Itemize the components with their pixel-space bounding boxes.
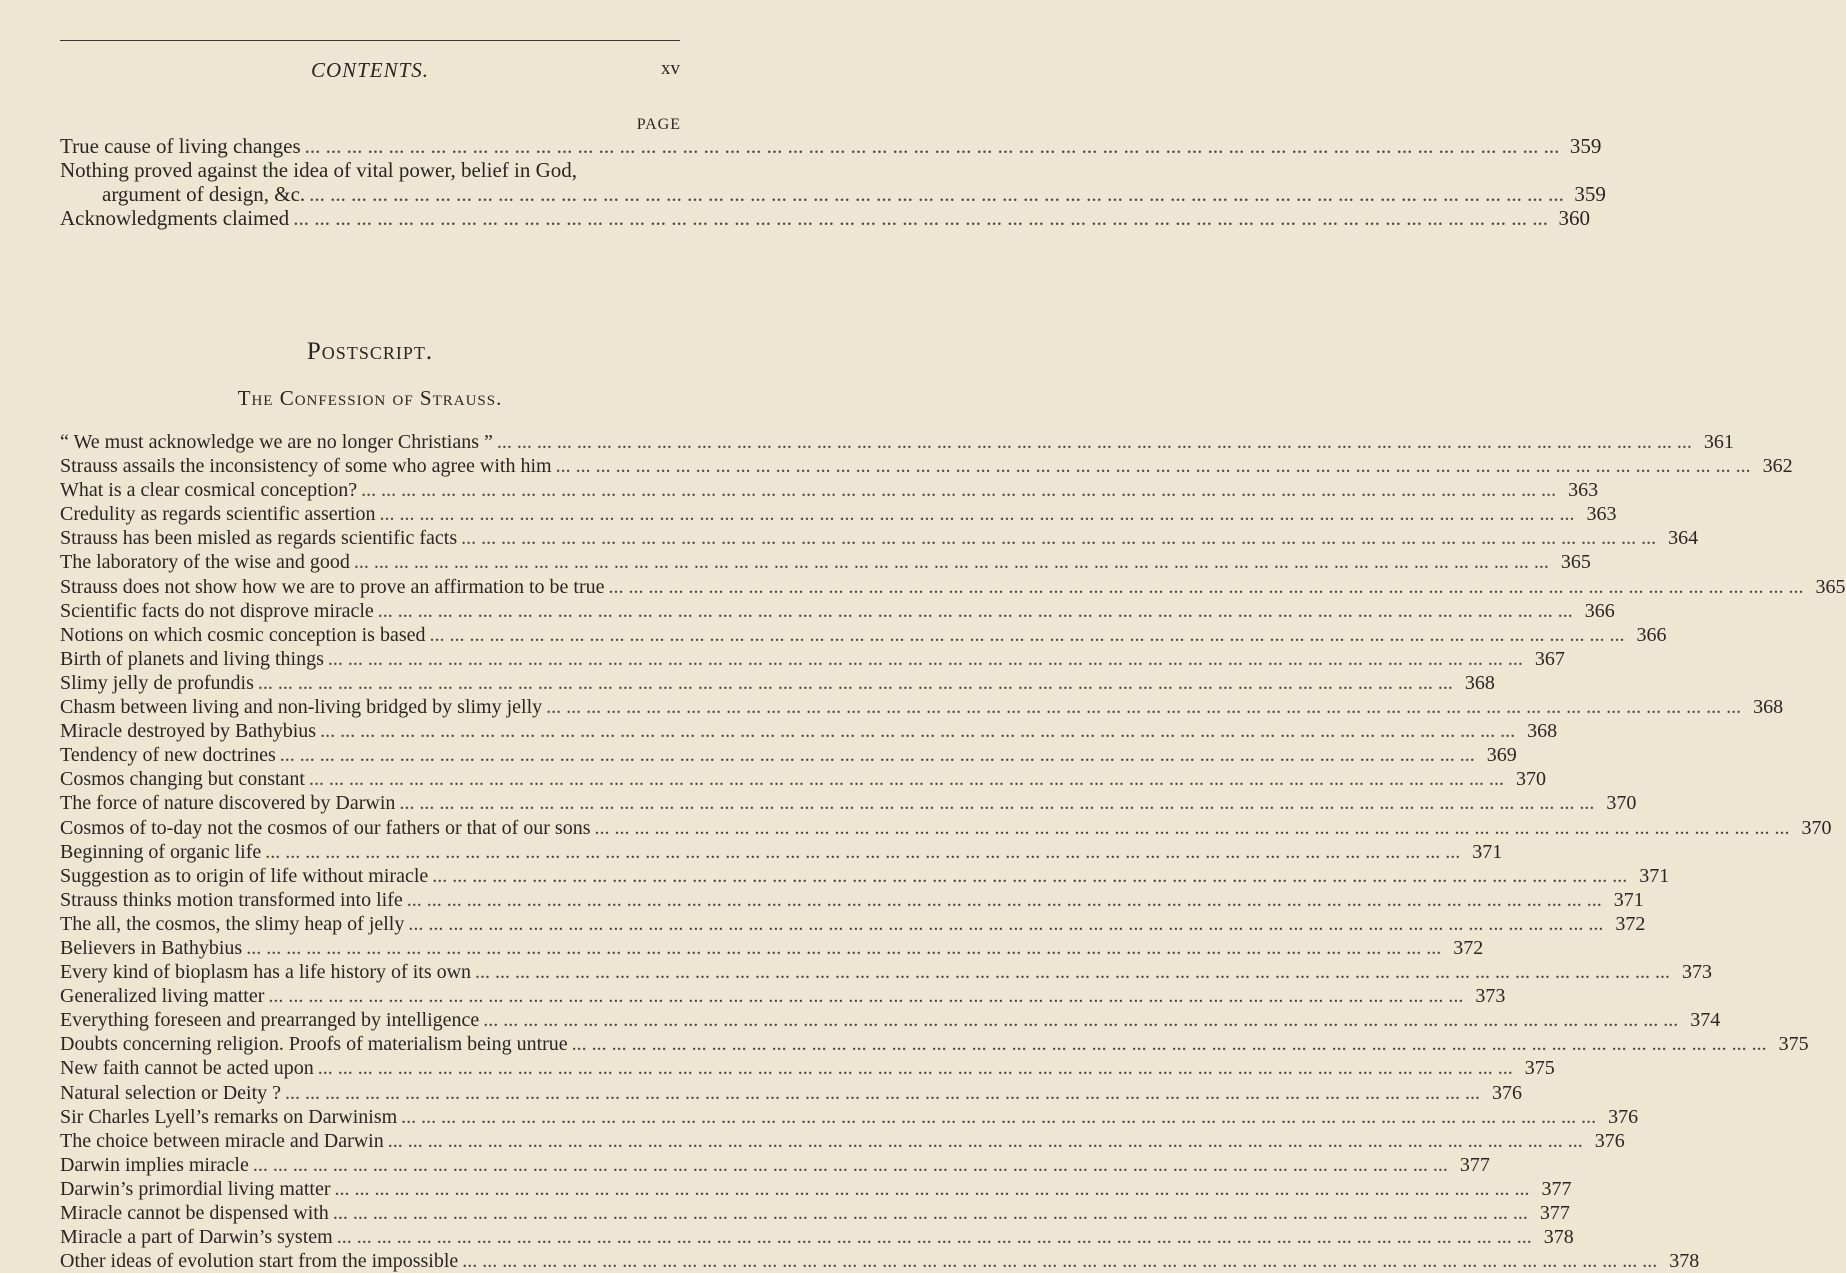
dot-leader: ... ... ... ... ... ... ... ... ... ... ... ... ... ... ... ... ... ... ... ... ... ... ... ... ... ... ... ... ... ... ... ... ... ... ... ... ... ... ... ... ... ... ... ... ... ... ... ... ... ... ... ... ... ... ... ... ... ... ... ...: [483, 1009, 1679, 1032]
toc-entry-page: 376: [1608, 1105, 1639, 1128]
dot-leader: ... ... ... ... ... ... ... ... ... ... ... ... ... ... ... ... ... ... ... ... ... ... ... ... ... ... ... ... ... ... ... ... ... ... ... ... ... ... ... ... ... ... ... ... ... ... ... ... ... ... ... ... ... ... ... ... ... ... ... ...: [336, 1226, 1532, 1249]
toc-entry: [60, 1105, 1639, 1129]
toc-entry-title: What is a clear cosmical conception?: [60, 479, 358, 502]
dot-leader: ... ... ... ... ... ... ... ... ... ... ... ... ... ... ... ... ... ... ... ... ... ... ... ... ... ... ... ... ... ... ... ... ... ... ... ... ... ... ... ... ... ... ... ... ... ... ... ... ... ... ... ... ... ... ... ... ... ... ... ...: [555, 455, 1751, 478]
toc-entry: [60, 1201, 1570, 1225]
toc-entry-title: Miracle cannot be dispensed with: [60, 1202, 329, 1224]
toc-entry-page: 369: [1486, 744, 1517, 767]
dot-leader: ... ... ... ... ... ... ... ... ... ... ... ... ... ... ... ... ... ... ... ... ... ... ... ... ... ... ... ... ... ... ... ... ... ... ... ... ... ... ... ... ... ... ... ... ... ... ... ... ... ... ... ... ... ... ... ... ... ... ... ...: [546, 696, 1742, 719]
toc-entry: [60, 743, 1517, 767]
folio-page-number: xv: [661, 58, 680, 79]
toc-entry-page: 360: [1558, 206, 1590, 230]
toc-entry-page: 371: [1613, 888, 1644, 911]
header-rule: [60, 40, 680, 41]
toc-entry-title: Natural selection or Deity ?: [60, 1081, 282, 1104]
toc-entry: [60, 206, 1590, 230]
toc-entry-page: 363: [1568, 479, 1599, 502]
dot-leader: ... ... ... ... ... ... ... ... ... ... ... ... ... ... ... ... ... ... ... ... ... ... ... ... ... ... ... ... ... ... ... ... ... ... ... ... ... ... ... ... ... ... ... ... ... ... ... ... ... ... ... ... ... ... ... ... ... ... ... ...: [308, 768, 1504, 791]
dot-leader: ... ... ... ... ... ... ... ... ... ... ... ... ... ... ... ... ... ... ... ... ... ... ... ... ... ... ... ... ... ... ... ... ... ... ... ... ... ... ... ... ... ... ... ... ... ... ... ... ... ... ... ... ... ... ... ... ... ... ... ...: [387, 1129, 1583, 1152]
toc-entry: [60, 158, 680, 182]
toc-entry-title: Cosmos of to-day not the cosmos of our fathers or that of our sons: [60, 816, 591, 839]
toc-entry: [60, 791, 1637, 815]
toc-entry-title: Believers in Bathybius: [60, 936, 243, 959]
toc-entry-title: Nothing proved against the idea of vital power, belief in God,: [60, 158, 578, 182]
dot-leader: ... ... ... ... ... ... ... ... ... ... ... ... ... ... ... ... ... ... ... ... ... ... ... ... ... ... ... ... ... ... ... ... ... ... ... ... ... ... ... ... ... ... ... ... ... ... ... ... ... ... ... ... ... ... ... ... ... ... ... ...: [257, 671, 1453, 694]
toc-entry-page: 370: [1801, 816, 1832, 839]
toc-entry: [60, 1056, 1555, 1080]
toc-entry-page: 376: [1594, 1129, 1625, 1152]
toc-entry-title: Slimy jelly de profundis: [60, 671, 254, 694]
toc-entry: [60, 767, 1546, 791]
toc-entry-title: Strauss thinks motion transformed into life: [60, 888, 403, 911]
toc-entry-page: 371: [1639, 864, 1670, 887]
toc-entry: [60, 912, 1646, 936]
toc-entry-title: Birth of planets and living things: [60, 647, 324, 670]
dot-leader: ... ... ... ... ... ... ... ... ... ... ... ... ... ... ... ... ... ... ... ... ... ... ... ... ... ... ... ... ... ... ... ... ... ... ... ... ... ... ... ... ... ... ... ... ... ... ... ... ... ... ... ... ... ... ... ... ... ... ... ...: [475, 961, 1671, 984]
toc-entry: [60, 550, 1591, 574]
toc-entry-page: 373: [1475, 985, 1506, 1008]
toc-entry-title: Tendency of new doctrines: [60, 744, 276, 767]
dot-leader: ... ... ... ... ... ... ... ... ... ... ... ... ... ... ... ... ... ... ... ... ... ... ... ... ... ... ... ... ... ... ... ... ... ... ... ... ... ... ... ... ... ... ... ... ... ... ... ... ... ... ... ... ... ... ... ... ... ... ... ...: [268, 985, 1464, 1008]
toc-entry-page: 362: [1762, 455, 1793, 478]
dot-leader: ... ... ... ... ... ... ... ... ... ... ... ... ... ... ... ... ... ... ... ... ... ... ... ... ... ... ... ... ... ... ... ... ... ... ... ... ... ... ... ... ... ... ... ... ... ... ... ... ... ... ... ... ... ... ... ... ... ... ... ...: [304, 134, 1560, 158]
toc-entry: [60, 430, 1734, 454]
toc-entry-title: Generalized living matter: [60, 985, 265, 1008]
postscript-subheading: The Confession of Strauss.: [237, 386, 503, 410]
toc-entry-title: Every kind of bioplasm has a life history of its own: [60, 961, 472, 984]
toc-entry: [60, 1177, 1572, 1201]
dot-leader: ... ... ... ... ... ... ... ... ... ... ... ... ... ... ... ... ... ... ... ... ... ... ... ... ... ... ... ... ... ... ... ... ... ... ... ... ... ... ... ... ... ... ... ... ... ... ... ... ... ... ... ... ... ... ... ... ... ... ... ...: [246, 936, 1442, 959]
toc-entry-page: 372: [1453, 936, 1484, 959]
toc-entry-page: 377: [1539, 1202, 1570, 1224]
toc-entry: [60, 888, 1644, 912]
toc-entry-page: 368: [1527, 720, 1558, 743]
dot-leader: ... ... ... ... ... ... ... ... ... ... ... ... ... ... ... ... ... ... ... ... ... ... ... ... ... ... ... ... ... ... ... ... ... ... ... ... ... ... ... ... ... ... ... ... ... ... ... ... ... ... ... ... ... ... ... ... ... ... ... ...: [265, 840, 1461, 863]
toc-entry-title: True cause of living changes: [60, 134, 301, 158]
dot-leader: ... ... ... ... ... ... ... ... ... ... ... ... ... ... ... ... ... ... ... ... ... ... ... ... ... ... ... ... ... ... ... ... ... ... ... ... ... ... ... ... ... ... ... ... ... ... ... ... ... ... ... ... ... ... ... ... ... ... ... ...: [361, 479, 1557, 502]
toc-entry-page: 368: [1464, 671, 1495, 694]
dot-leader: ... ... ... ... ... ... ... ... ... ... ... ... ... ... ... ... ... ... ... ... ... ... ... ... ... ... ... ... ... ... ... ... ... ... ... ... ... ... ... ... ... ... ... ... ... ... ... ... ... ... ... ... ... ... ... ... ... ... ... ...: [399, 792, 1595, 815]
dot-leader: ... ... ... ... ... ... ... ... ... ... ... ... ... ... ... ... ... ... ... ... ... ... ... ... ... ... ... ... ... ... ... ... ... ... ... ... ... ... ... ... ... ... ... ... ... ... ... ... ... ... ... ... ... ... ... ... ... ... ... ...: [309, 182, 1564, 206]
toc-entry-title: Credulity as regards scientific assertion: [60, 503, 376, 526]
toc-entry: [60, 840, 1503, 864]
toc-entry: [60, 502, 1617, 526]
toc-entry: [60, 936, 1484, 960]
toc-entry-page: 364: [1668, 527, 1699, 550]
dot-leader: ... ... ... ... ... ... ... ... ... ... ... ... ... ... ... ... ... ... ... ... ... ... ... ... ... ... ... ... ... ... ... ... ... ... ... ... ... ... ... ... ... ... ... ... ... ... ... ... ... ... ... ... ... ... ... ... ... ... ... ...: [353, 551, 1549, 574]
dot-leader: ... ... ... ... ... ... ... ... ... ... ... ... ... ... ... ... ... ... ... ... ... ... ... ... ... ... ... ... ... ... ... ... ... ... ... ... ... ... ... ... ... ... ... ... ... ... ... ... ... ... ... ... ... ... ... ... ... ... ... ...: [406, 888, 1602, 911]
toc-entry-page: 366: [1584, 599, 1615, 622]
dot-leader: ... ... ... ... ... ... ... ... ... ... ... ... ... ... ... ... ... ... ... ... ... ... ... ... ... ... ... ... ... ... ... ... ... ... ... ... ... ... ... ... ... ... ... ... ... ... ... ... ... ... ... ... ... ... ... ... ... ... ... ...: [327, 647, 1523, 670]
toc-entry-title: Darwin’s primordial living matter: [60, 1177, 331, 1200]
toc-entry-page: 371: [1472, 840, 1503, 863]
toc-entry-page: 359: [1569, 134, 1602, 158]
toc-entry: [60, 816, 1832, 840]
running-title: CONTENTS.: [310, 58, 430, 82]
toc-entry-page: 378: [1669, 1250, 1700, 1273]
dot-leader: ... ... ... ... ... ... ... ... ... ... ... ... ... ... ... ... ... ... ... ... ... ... ... ... ... ... ... ... ... ... ... ... ... ... ... ... ... ... ... ... ... ... ... ... ... ... ... ... ... ... ... ... ... ... ... ... ... ... ... ...: [317, 1057, 1513, 1080]
dot-leader: ... ... ... ... ... ... ... ... ... ... ... ... ... ... ... ... ... ... ... ... ... ... ... ... ... ... ... ... ... ... ... ... ... ... ... ... ... ... ... ... ... ... ... ... ... ... ... ... ... ... ... ... ... ... ... ... ... ... ... ...: [608, 575, 1804, 598]
toc-entry: [60, 984, 1506, 1008]
toc-entry-page: 374: [1690, 1009, 1721, 1032]
dot-leader: ... ... ... ... ... ... ... ... ... ... ... ... ... ... ... ... ... ... ... ... ... ... ... ... ... ... ... ... ... ... ... ... ... ... ... ... ... ... ... ... ... ... ... ... ... ... ... ... ... ... ... ... ... ... ... ... ... ... ... ...: [432, 864, 1628, 887]
toc-entry-title: Beginning of organic life: [60, 840, 262, 863]
dot-leader: ... ... ... ... ... ... ... ... ... ... ... ... ... ... ... ... ... ... ... ... ... ... ... ... ... ... ... ... ... ... ... ... ... ... ... ... ... ... ... ... ... ... ... ... ... ... ... ... ... ... ... ... ... ... ... ... ... ... ... ...: [285, 1081, 1481, 1104]
dot-leader: ... ... ... ... ... ... ... ... ... ... ... ... ... ... ... ... ... ... ... ... ... ... ... ... ... ... ... ... ... ... ... ... ... ... ... ... ... ... ... ... ... ... ... ... ... ... ... ... ... ... ... ... ... ... ... ... ... ... ... ...: [429, 623, 1625, 646]
toc-entry-title: Acknowledgments claimed: [60, 206, 290, 230]
postscript-heading: Postscript.: [306, 338, 434, 365]
toc-entry-title: The choice between miracle and Darwin: [60, 1129, 384, 1152]
toc-entry: [60, 864, 1670, 888]
toc-entry-title: Everything foreseen and prearranged by intelligence: [60, 1009, 480, 1032]
toc-entry: [60, 647, 1565, 671]
toc-entry-title: Strauss has been misled as regards scientific facts: [60, 527, 458, 550]
toc-entry-title: Suggestion as to origin of life without miracle: [60, 864, 429, 887]
toc-entry-title: Strauss does not show how we are to prove an affirmation to be true: [60, 575, 605, 598]
dot-leader: ... ... ... ... ... ... ... ... ... ... ... ... ... ... ... ... ... ... ... ... ... ... ... ... ... ... ... ... ... ... ... ... ... ... ... ... ... ... ... ... ... ... ... ... ... ... ... ... ... ... ... ... ... ... ... ... ... ... ... ...: [320, 720, 1516, 743]
dot-leader: ... ... ... ... ... ... ... ... ... ... ... ... ... ... ... ... ... ... ... ... ... ... ... ... ... ... ... ... ... ... ... ... ... ... ... ... ... ... ... ... ... ... ... ... ... ... ... ... ... ... ... ... ... ... ... ... ... ... ... ...: [496, 431, 1692, 453]
toc-entry-page: 375: [1778, 1033, 1809, 1056]
toc-entry-title: Chasm between living and non-living bridged by slimy jelly: [60, 696, 543, 719]
toc-entry-title: Cosmos changing but constant: [60, 768, 305, 791]
toc-entry-page: 377: [1541, 1177, 1572, 1200]
toc-entry-title: The force of nature discovered by Darwin: [60, 792, 396, 815]
toc-entry-page: 373: [1682, 961, 1713, 984]
toc-entry-page: 365: [1560, 551, 1591, 574]
dot-leader: ... ... ... ... ... ... ... ... ... ... ... ... ... ... ... ... ... ... ... ... ... ... ... ... ... ... ... ... ... ... ... ... ... ... ... ... ... ... ... ... ... ... ... ... ... ... ... ... ... ... ... ... ... ... ... ... ... ... ... ...: [252, 1153, 1448, 1176]
toc-entry-title: The laboratory of the wise and good: [60, 551, 350, 574]
dot-leader: ... ... ... ... ... ... ... ... ... ... ... ... ... ... ... ... ... ... ... ... ... ... ... ... ... ... ... ... ... ... ... ... ... ... ... ... ... ... ... ... ... ... ... ... ... ... ... ... ... ... ... ... ... ... ... ... ... ... ... ...: [293, 206, 1548, 230]
running-header: [60, 58, 680, 82]
toc-entry: [60, 1129, 1625, 1153]
contents-list-top: [60, 134, 1606, 230]
toc-entry: [60, 575, 1846, 599]
dot-leader: ... ... ... ... ... ... ... ... ... ... ... ... ... ... ... ... ... ... ... ... ... ... ... ... ... ... ... ... ... ... ... ... ... ... ... ... ... ... ... ... ... ... ... ... ... ... ... ... ... ... ... ... ... ... ... ... ... ... ... ...: [594, 816, 1790, 839]
toc-entry-title: Miracle a part of Darwin’s system: [60, 1226, 333, 1249]
toc-entry: [60, 478, 1599, 502]
dot-leader: ... ... ... ... ... ... ... ... ... ... ... ... ... ... ... ... ... ... ... ... ... ... ... ... ... ... ... ... ... ... ... ... ... ... ... ... ... ... ... ... ... ... ... ... ... ... ... ... ... ... ... ... ... ... ... ... ... ... ... ...: [334, 1177, 1530, 1200]
toc-entry-title: Scientific facts do not disprove miracle: [60, 599, 374, 622]
toc-entry: [60, 960, 1713, 984]
toc-entry-page: 370: [1515, 768, 1546, 791]
toc-entry-page: 378: [1543, 1226, 1574, 1249]
toc-entry: [60, 671, 1495, 695]
toc-entry-title: The all, the cosmos, the slimy heap of jelly: [60, 912, 405, 935]
toc-entry-title: “ We must acknowledge we are no longer Christians ”: [60, 431, 493, 453]
toc-entry: [60, 599, 1615, 623]
dot-leader: ... ... ... ... ... ... ... ... ... ... ... ... ... ... ... ... ... ... ... ... ... ... ... ... ... ... ... ... ... ... ... ... ... ... ... ... ... ... ... ... ... ... ... ... ... ... ... ... ... ... ... ... ... ... ... ... ... ... ... ...: [332, 1202, 1528, 1224]
dot-leader: ... ... ... ... ... ... ... ... ... ... ... ... ... ... ... ... ... ... ... ... ... ... ... ... ... ... ... ... ... ... ... ... ... ... ... ... ... ... ... ... ... ... ... ... ... ... ... ... ... ... ... ... ... ... ... ... ... ... ... ...: [377, 599, 1573, 622]
toc-entry-page: 377: [1459, 1153, 1490, 1176]
toc-entry-title: New faith cannot be acted upon: [60, 1057, 314, 1080]
toc-entry-page: 366: [1636, 623, 1667, 646]
toc-entry-title: Notions on which cosmic conception is based: [60, 623, 426, 646]
toc-entry: [60, 526, 1699, 550]
contents-list-postscript: [60, 430, 1846, 1273]
toc-entry-title: Other ideas of evolution start from the impossible: [60, 1250, 459, 1273]
toc-entry: [60, 695, 1784, 719]
toc-entry-page: 367: [1534, 647, 1565, 670]
toc-entry: [60, 1249, 1700, 1273]
toc-entry-page: 365: [1815, 575, 1846, 598]
toc-entry-title: Miracle destroyed by Bathybius: [60, 720, 317, 743]
toc-entry: [60, 623, 1667, 647]
toc-entry-title: argument of design, &c.: [102, 182, 306, 206]
toc-entry-page: 375: [1524, 1057, 1555, 1080]
toc-entry-page: 368: [1753, 696, 1784, 719]
dot-leader: ... ... ... ... ... ... ... ... ... ... ... ... ... ... ... ... ... ... ... ... ... ... ... ... ... ... ... ... ... ... ... ... ... ... ... ... ... ... ... ... ... ... ... ... ... ... ... ... ... ... ... ... ... ... ... ... ... ... ... ...: [401, 1105, 1597, 1128]
toc-entry-page: 370: [1606, 792, 1637, 815]
dot-leader: ... ... ... ... ... ... ... ... ... ... ... ... ... ... ... ... ... ... ... ... ... ... ... ... ... ... ... ... ... ... ... ... ... ... ... ... ... ... ... ... ... ... ... ... ... ... ... ... ... ... ... ... ... ... ... ... ... ... ... ...: [408, 912, 1604, 935]
toc-entry: [60, 719, 1558, 743]
toc-entry: [60, 1081, 1523, 1105]
toc-entry: [60, 182, 1606, 206]
toc-entry-title: Doubts concerning religion. Proofs of materialism being untrue: [60, 1033, 568, 1056]
dot-leader: ... ... ... ... ... ... ... ... ... ... ... ... ... ... ... ... ... ... ... ... ... ... ... ... ... ... ... ... ... ... ... ... ... ... ... ... ... ... ... ... ... ... ... ... ... ... ... ... ... ... ... ... ... ... ... ... ... ... ... ...: [571, 1033, 1767, 1056]
toc-entry-title: Strauss assails the inconsistency of some who agree with him: [60, 455, 552, 478]
toc-entry-title: Darwin implies miracle: [60, 1153, 249, 1176]
dot-leader: ... ... ... ... ... ... ... ... ... ... ... ... ... ... ... ... ... ... ... ... ... ... ... ... ... ... ... ... ... ... ... ... ... ... ... ... ... ... ... ... ... ... ... ... ... ... ... ... ... ... ... ... ... ... ... ... ... ... ... ...: [462, 1250, 1658, 1273]
page-column-label: PAGE: [636, 116, 681, 133]
toc-entry-page: 372: [1615, 912, 1646, 935]
toc-entry-page: 363: [1586, 503, 1617, 526]
toc-entry: [60, 1225, 1574, 1249]
toc-entry-page: 361: [1703, 431, 1734, 453]
dot-leader: ... ... ... ... ... ... ... ... ... ... ... ... ... ... ... ... ... ... ... ... ... ... ... ... ... ... ... ... ... ... ... ... ... ... ... ... ... ... ... ... ... ... ... ... ... ... ... ... ... ... ... ... ... ... ... ... ... ... ... ...: [379, 503, 1575, 526]
dot-leader: ... ... ... ... ... ... ... ... ... ... ... ... ... ... ... ... ... ... ... ... ... ... ... ... ... ... ... ... ... ... ... ... ... ... ... ... ... ... ... ... ... ... ... ... ... ... ... ... ... ... ... ... ... ... ... ... ... ... ... ...: [461, 527, 1657, 550]
toc-entry-page: 376: [1492, 1081, 1523, 1104]
toc-entry: [60, 134, 1602, 158]
toc-entry: [60, 454, 1793, 478]
toc-entry-title: Sir Charles Lyell’s remarks on Darwinism: [60, 1105, 398, 1128]
toc-entry-page: 359: [1574, 182, 1606, 206]
dot-leader: ... ... ... ... ... ... ... ... ... ... ... ... ... ... ... ... ... ... ... ... ... ... ... ... ... ... ... ... ... ... ... ... ... ... ... ... ... ... ... ... ... ... ... ... ... ... ... ... ... ... ... ... ... ... ... ... ... ... ... ...: [279, 744, 1475, 767]
toc-entry: [60, 1008, 1721, 1032]
toc-entry: [60, 1032, 1809, 1056]
toc-entry: [60, 1153, 1490, 1177]
